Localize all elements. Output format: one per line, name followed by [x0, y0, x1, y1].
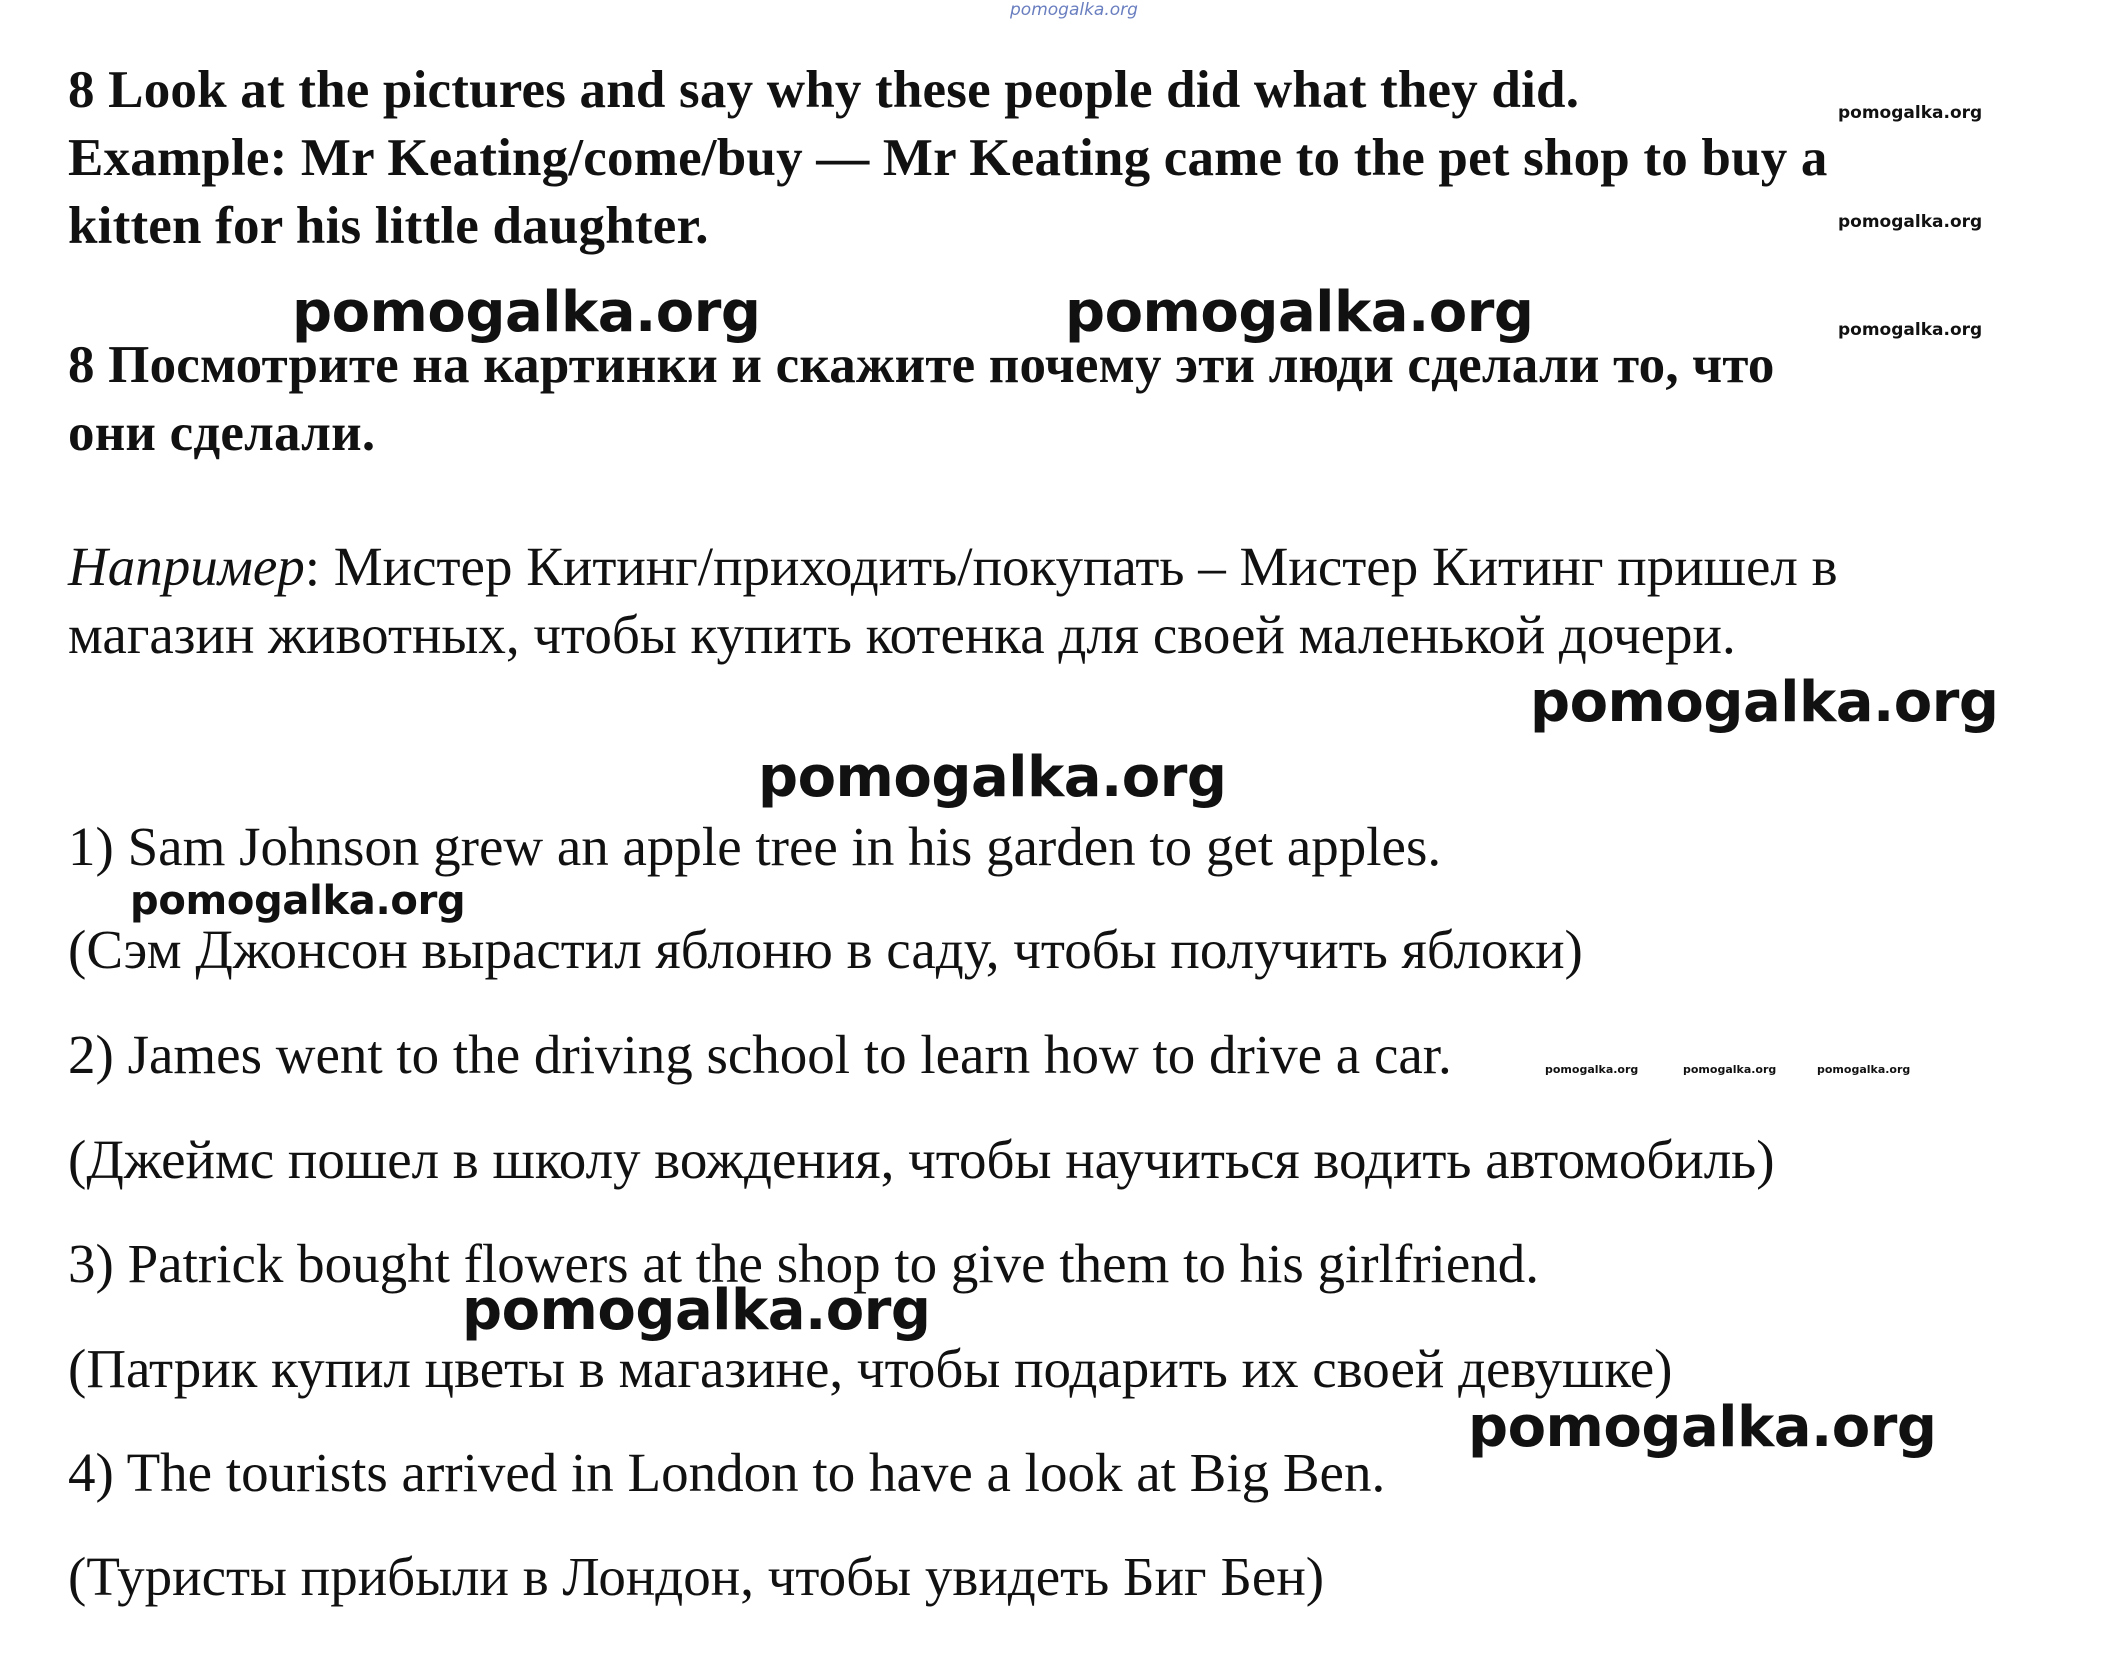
example-ru-line1 [68, 535, 1838, 598]
watermark-large-2: pomogalka.org [1065, 280, 1534, 345]
watermark-large-1: pomogalka.org [292, 280, 761, 345]
answer-4-ru: (Туристы прибыли в Лондон, чтобы увидеть Биг Бен) [68, 1546, 1325, 1607]
task-title-ru-line1: 8 Посмотрите на картинки и скажите почему эти люди сделали то, что [68, 336, 1775, 394]
answer-1-en: 1) Sam Johnson grew an apple tree in his garden to get apples. [68, 816, 1442, 877]
answer-2-en: 2) James went to the driving school to learn how to drive a car. [68, 1024, 1452, 1085]
answer-3-en: 3) Patrick bought flowers at the shop to give them to his girlfriend. [68, 1233, 1539, 1294]
task-title-ru-line2: они сделали. [68, 404, 376, 462]
watermark-large-6: pomogalka.org [1468, 1395, 1937, 1460]
watermark-tiny-3: pomogalka.org [1817, 1063, 1911, 1076]
example-ru-line2: магазин животных, чтобы купить котенка для своей маленькой дочери. [68, 604, 1736, 665]
watermark-small-2: pomogalka.org [1838, 212, 1983, 232]
watermark-tiny-1: pomogalka.org [1545, 1063, 1639, 1076]
task-example-en-line1: Example: Mr Keating/come/buy — Mr Keating came to the pet shop to buy a [68, 129, 1828, 187]
task-title-en: 8 Look at the pictures and say why these people did what they did. [68, 61, 1580, 119]
watermark-top: pomogalka.org [1010, 0, 1138, 20]
watermark-large-5: pomogalka.org [462, 1278, 931, 1343]
answer-3-ru: (Патрик купил цветы в магазине, чтобы подарить их своей девушке) [68, 1338, 1673, 1399]
answer-1-ru: (Сэм Джонсон вырастил яблоню в саду, чтобы получить яблоки) [68, 919, 1583, 980]
watermark-small-3: pomogalka.org [1838, 320, 1983, 340]
answer-4-en: 4) The tourists arrived in London to have a look at Big Ben. [68, 1442, 1386, 1503]
example-ru-text: : Мистер Китинг/приходить/покупать – Мистер Китинг пришел в [304, 536, 1838, 597]
watermark-small-1: pomogalka.org [1838, 103, 1983, 123]
task-example-en-line2: kitten for his little daughter. [68, 197, 709, 255]
answer-2-ru: (Джеймс пошел в школу вождения, чтобы научиться водить автомобиль) [68, 1129, 1775, 1190]
example-ru-label: Например [68, 536, 305, 597]
watermark-large-4: pomogalka.org [758, 745, 1227, 810]
watermark-medium-1: pomogalka.org [130, 878, 466, 924]
watermark-tiny-2: pomogalka.org [1683, 1063, 1777, 1076]
watermark-large-3: pomogalka.org [1530, 670, 1999, 735]
